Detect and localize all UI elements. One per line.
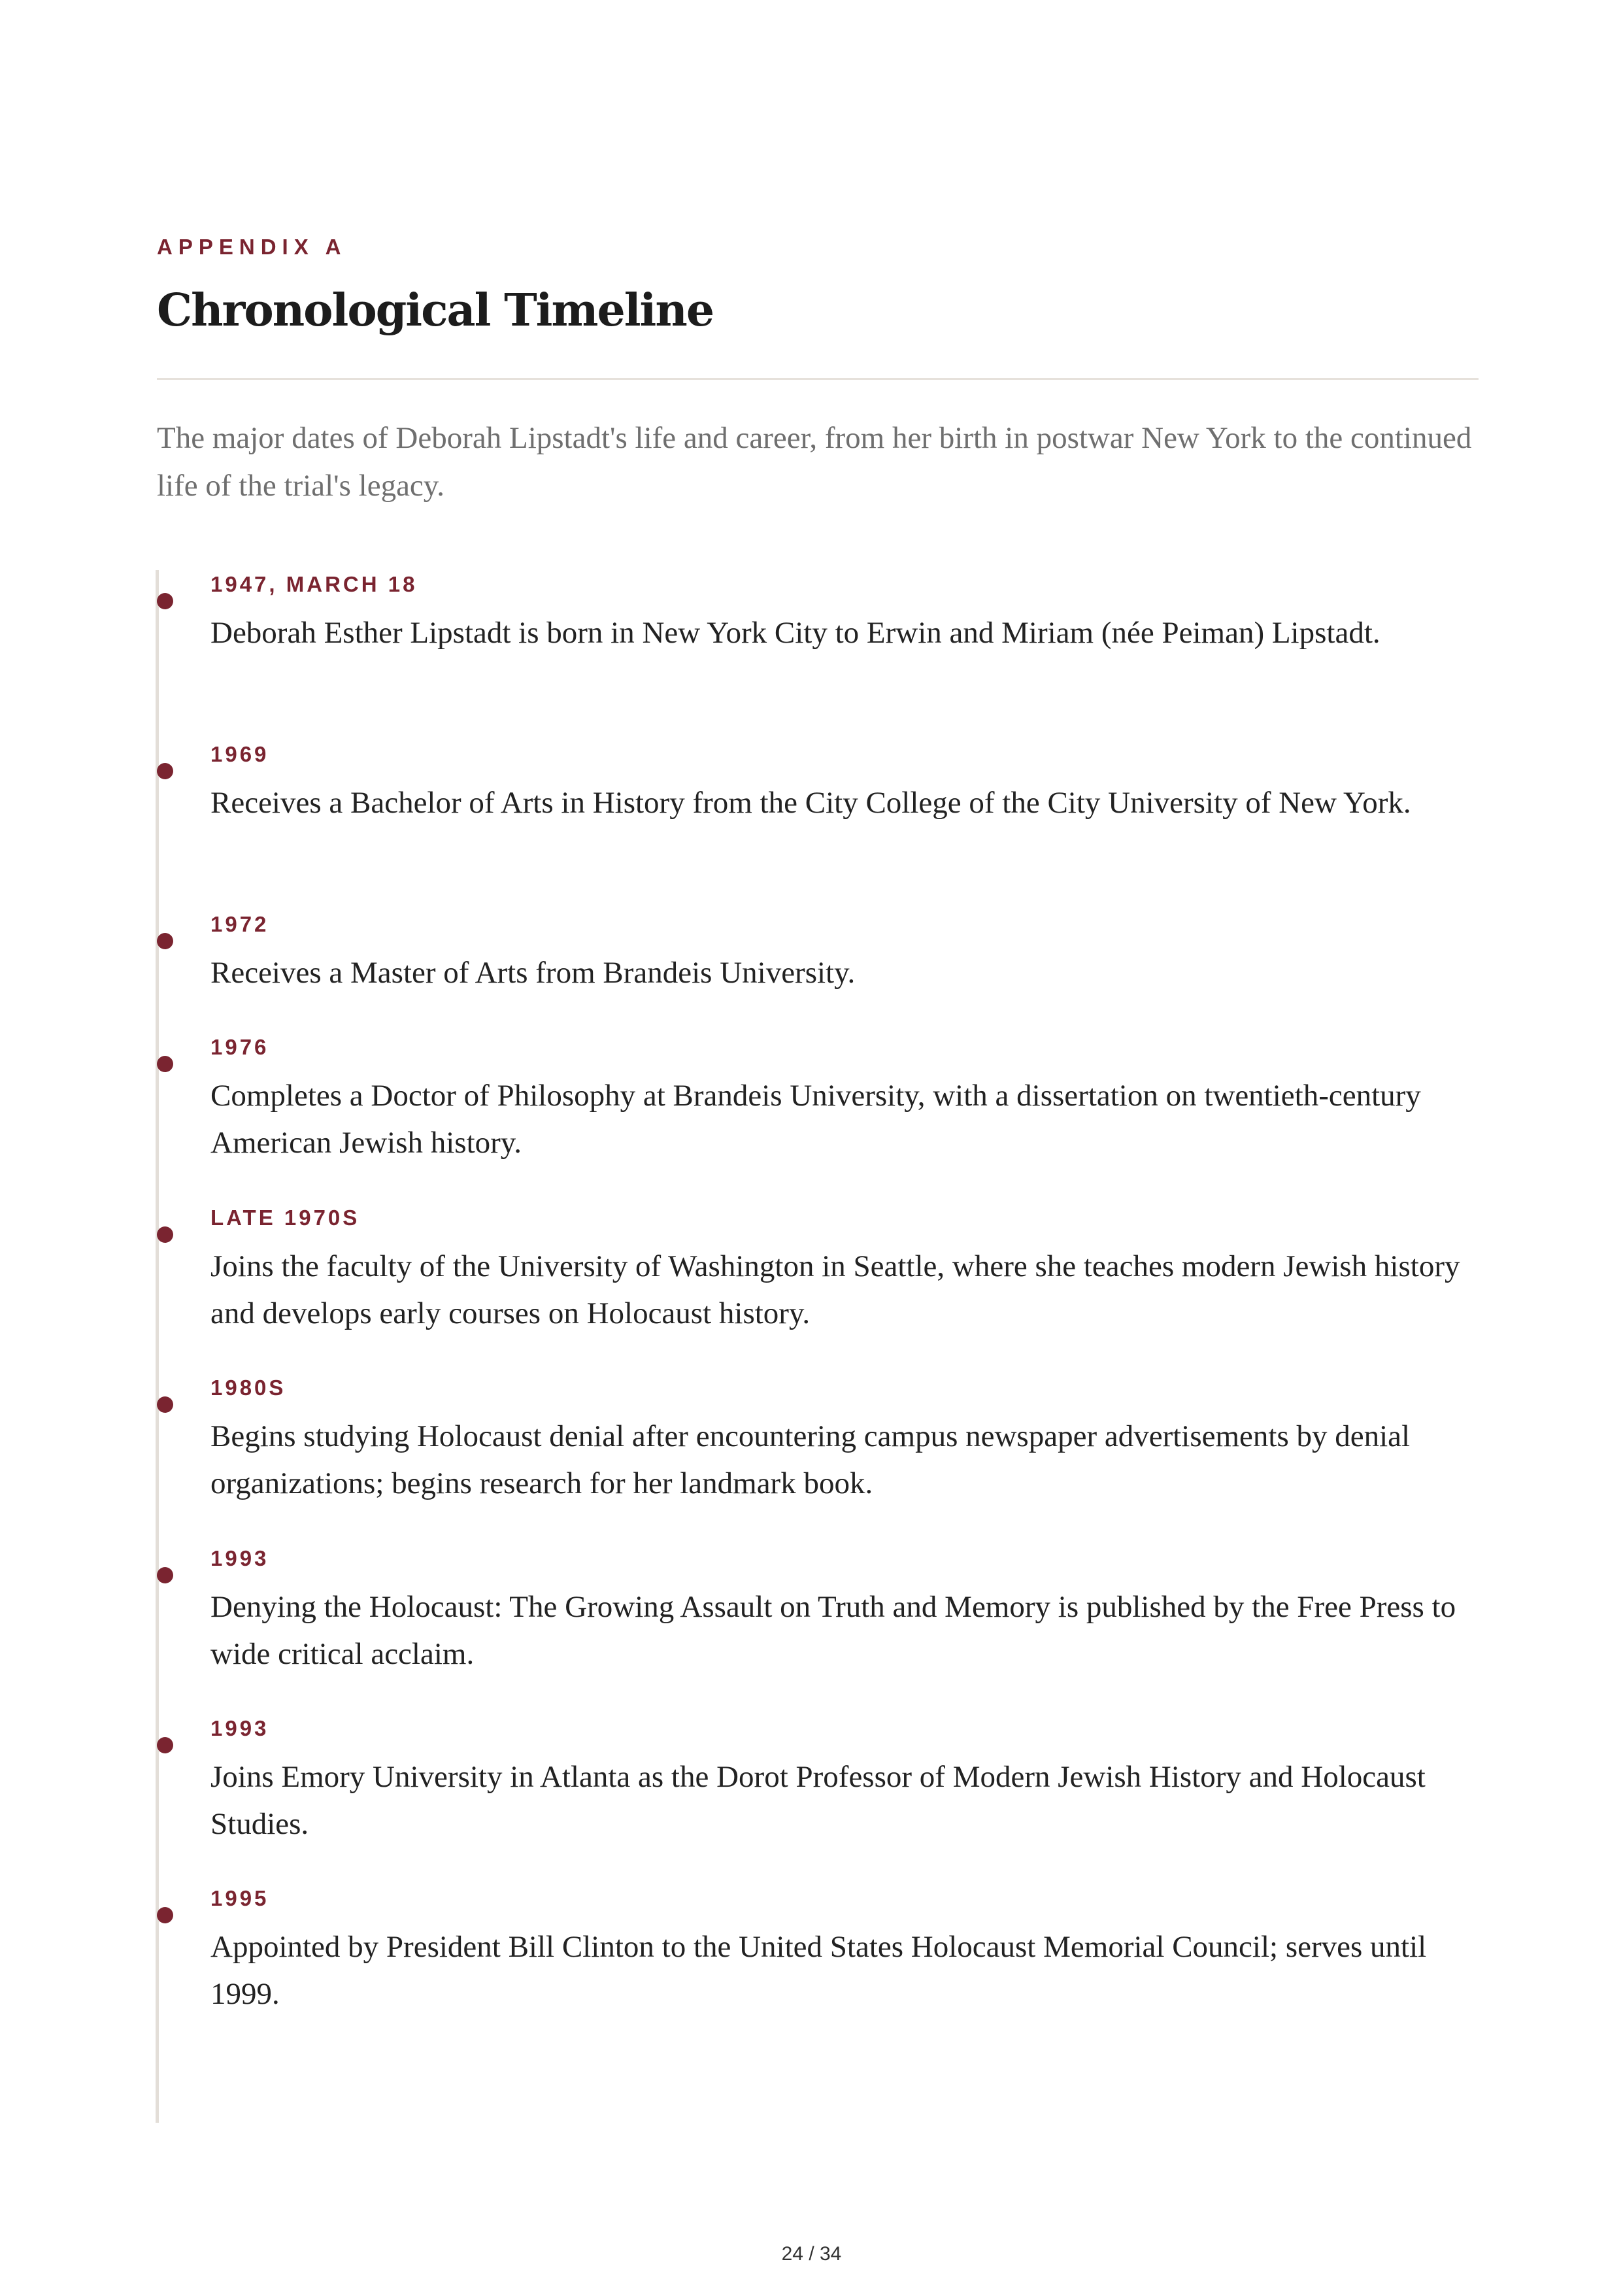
timeline-date: 1947, MARCH 18 bbox=[210, 572, 418, 596]
timeline-description: Begins studying Holocaust denial after encountering campus newspaper advertisements by denial organizations; begins research for her landmark book. bbox=[210, 1419, 1411, 1500]
page-title: Chronological Timeline bbox=[157, 284, 714, 337]
timeline-description: Appointed by President Bill Clinton to the United States Holocaust Memorial Council; serves until 1999. bbox=[210, 1930, 1427, 2011]
timeline-date: LATE 1970S bbox=[210, 1206, 360, 1230]
timeline-date: 1980S bbox=[210, 1376, 286, 1400]
timeline-description: Completes a Doctor of Philosophy at Brandeis University, with a dissertation on twentieth-century American Jewish history. bbox=[210, 1079, 1421, 1160]
timeline-description: Receives a Bachelor of Arts in History from the City College of the City University of New York. bbox=[210, 786, 1411, 820]
timeline-dot-icon bbox=[157, 933, 173, 949]
timeline-date: 1976 bbox=[210, 1035, 269, 1059]
timeline-dot-icon bbox=[157, 763, 173, 779]
timeline-date: 1993 bbox=[210, 1546, 269, 1570]
timeline-dot-icon bbox=[157, 1226, 173, 1243]
timeline-dot-icon bbox=[157, 1737, 173, 1753]
timeline-description: Joins the faculty of the University of Washington in Seattle, where she teaches modern Jewish history and develops early courses on Holocaust history. bbox=[210, 1249, 1460, 1330]
timeline-description: Deborah Esther Lipstadt is born in New York City to Erwin and Miriam (née Peiman) Lipstadt. bbox=[210, 616, 1380, 650]
timeline-description: Receives a Master of Arts from Brandeis University. bbox=[210, 956, 856, 990]
title-divider bbox=[157, 378, 1479, 380]
timeline-dot-icon bbox=[157, 1567, 173, 1583]
timeline-date: 1972 bbox=[210, 912, 269, 936]
appendix-label: APPENDIX A bbox=[157, 235, 347, 259]
page-number: 24 / 34 bbox=[781, 2243, 842, 2265]
timeline-dot-icon bbox=[157, 1907, 173, 1923]
timeline-date: 1993 bbox=[210, 1716, 269, 1740]
timeline-dot-icon bbox=[157, 1396, 173, 1413]
timeline-date: 1969 bbox=[210, 742, 269, 766]
timeline-dot-icon bbox=[157, 1056, 173, 1072]
timeline-date: 1995 bbox=[210, 1886, 269, 1910]
timeline-dot-icon bbox=[157, 593, 173, 609]
intro-paragraph: The major dates of Deborah Lipstadt's life and career, from her birth in postwar New York to the continued life of the trial's legacy. bbox=[157, 421, 1472, 503]
timeline-description: Joins Emory University in Atlanta as the Dorot Professor of Modern Jewish History and Holocaust Studies. bbox=[210, 1760, 1426, 1841]
timeline-line bbox=[156, 570, 159, 2123]
timeline-description: Denying the Holocaust: The Growing Assault on Truth and Memory is published by the Free Press to wide critical acclaim. bbox=[210, 1590, 1456, 1671]
